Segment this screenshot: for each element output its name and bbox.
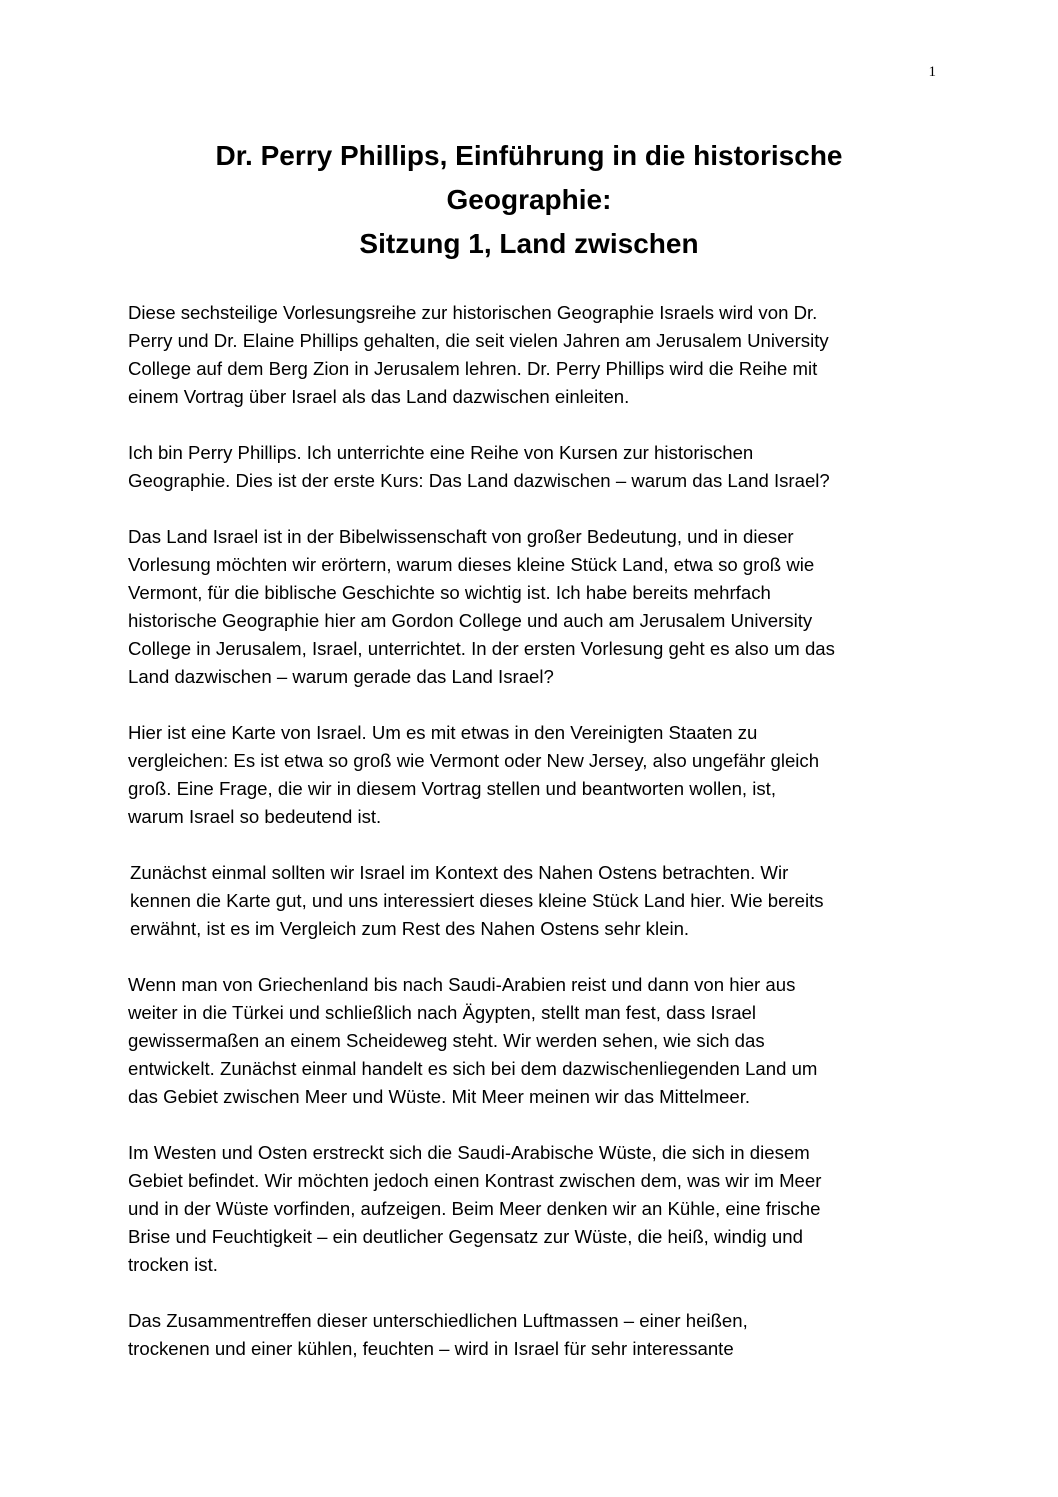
paragraph — [128, 971, 928, 1111]
text-line: gewissermaßen an einem Scheideweg steht. Wir werden sehen, wie sich das — [128, 1030, 765, 1051]
text-line: Hier ist eine Karte von Israel. Um es mit etwas in den Vereinigten Staaten zu — [128, 722, 758, 743]
paragraph — [128, 1139, 928, 1279]
text-line: Wenn man von Griechenland bis nach Saudi-Arabien reist und dann von hier aus — [128, 974, 796, 995]
text-line: groß. Eine Frage, die wir in diesem Vortrag stellen und beantworten wollen, ist, — [128, 778, 777, 799]
text-line: das Gebiet zwischen Meer und Wüste. Mit Meer meinen wir das Mittelmeer. — [128, 1086, 751, 1107]
paragraph — [128, 439, 928, 495]
paragraph — [128, 859, 928, 943]
text-line: Das Land Israel ist in der Bibelwissenschaft von großer Bedeutung, und in dieser — [128, 526, 794, 547]
paragraph — [128, 1307, 928, 1363]
text-line: College in Jerusalem, Israel, unterrichtet. In der ersten Vorlesung geht es also um das — [128, 638, 835, 659]
text-line: Land dazwischen – warum gerade das Land Israel? — [128, 666, 554, 687]
text-line: College auf dem Berg Zion in Jerusalem lehren. Dr. Perry Phillips wird die Reihe mit — [128, 358, 818, 379]
text-line: Zunächst einmal sollten wir Israel im Kontext des Nahen Ostens betrachten. Wir — [130, 862, 789, 883]
paragraph — [128, 523, 928, 691]
paragraph-intro — [128, 299, 928, 411]
text-line: vergleichen: Es ist etwa so groß wie Vermont oder New Jersey, also ungefähr gleich — [128, 750, 820, 771]
text-line: einem Vortrag über Israel als das Land dazwischen einleiten. — [128, 386, 630, 407]
text-line: historische Geographie hier am Gordon College und auch am Jerusalem University — [128, 610, 813, 631]
text-line: Brise und Feuchtigkeit – ein deutlicher Gegensatz zur Wüste, die heiß, windig und — [128, 1226, 803, 1247]
title-line: Sitzung 1, Land zwischen — [359, 228, 699, 259]
document-title — [100, 134, 958, 266]
text-line: Ich bin Perry Phillips. Ich unterrichte eine Reihe von Kursen zur historischen — [128, 442, 754, 463]
text-line: trockenen und einer kühlen, feuchten – wird in Israel für sehr interessante — [128, 1338, 734, 1359]
text-line: weiter in die Türkei und schließlich nach Ägypten, stellt man fest, dass Israel — [128, 1002, 757, 1023]
text-line: entwickelt. Zunächst einmal handelt es sich bei dem dazwischenliegenden Land um — [128, 1058, 818, 1079]
text-line: warum Israel so bedeutend ist. — [128, 806, 382, 827]
text-line: Gebiet befindet. Wir möchten jedoch einen Kontrast zwischen dem, was wir im Meer — [128, 1170, 822, 1191]
text-line: kennen die Karte gut, und uns interessiert dieses kleine Stück Land hier. Wie bereits — [130, 890, 824, 911]
text-line: und in der Wüste vorfinden, aufzeigen. Beim Meer denken wir an Kühle, eine frische — [128, 1198, 821, 1219]
text-line: Das Zusammentreffen dieser unterschiedlichen Luftmassen – einer heißen, — [128, 1310, 748, 1331]
text-line: Im Westen und Osten erstreckt sich die Saudi-Arabische Wüste, die sich in diesem — [128, 1142, 810, 1163]
paragraph — [128, 719, 928, 831]
text-line: Diese sechsteilige Vorlesungsreihe zur historischen Geographie Israels wird von Dr. — [128, 302, 818, 323]
text-line: trocken ist. — [128, 1254, 218, 1275]
document-body — [128, 299, 928, 1391]
text-line: Perry und Dr. Elaine Phillips gehalten, die seit vielen Jahren am Jerusalem University — [128, 330, 829, 351]
text-line: Geographie. Dies ist der erste Kurs: Das Land dazwischen – warum das Land Israel? — [128, 470, 830, 491]
title-line: Dr. Perry Phillips, Einführung in die historische — [215, 140, 843, 171]
title-line: Geographie: — [446, 184, 612, 215]
page-number: 1 — [928, 64, 936, 80]
text-line: erwähnt, ist es im Vergleich zum Rest des Nahen Ostens sehr klein. — [130, 918, 690, 939]
text-line: Vorlesung möchten wir erörtern, warum dieses kleine Stück Land, etwa so groß wie — [128, 554, 815, 575]
text-line: Vermont, für die biblische Geschichte so wichtig ist. Ich habe bereits mehrfach — [128, 582, 771, 603]
